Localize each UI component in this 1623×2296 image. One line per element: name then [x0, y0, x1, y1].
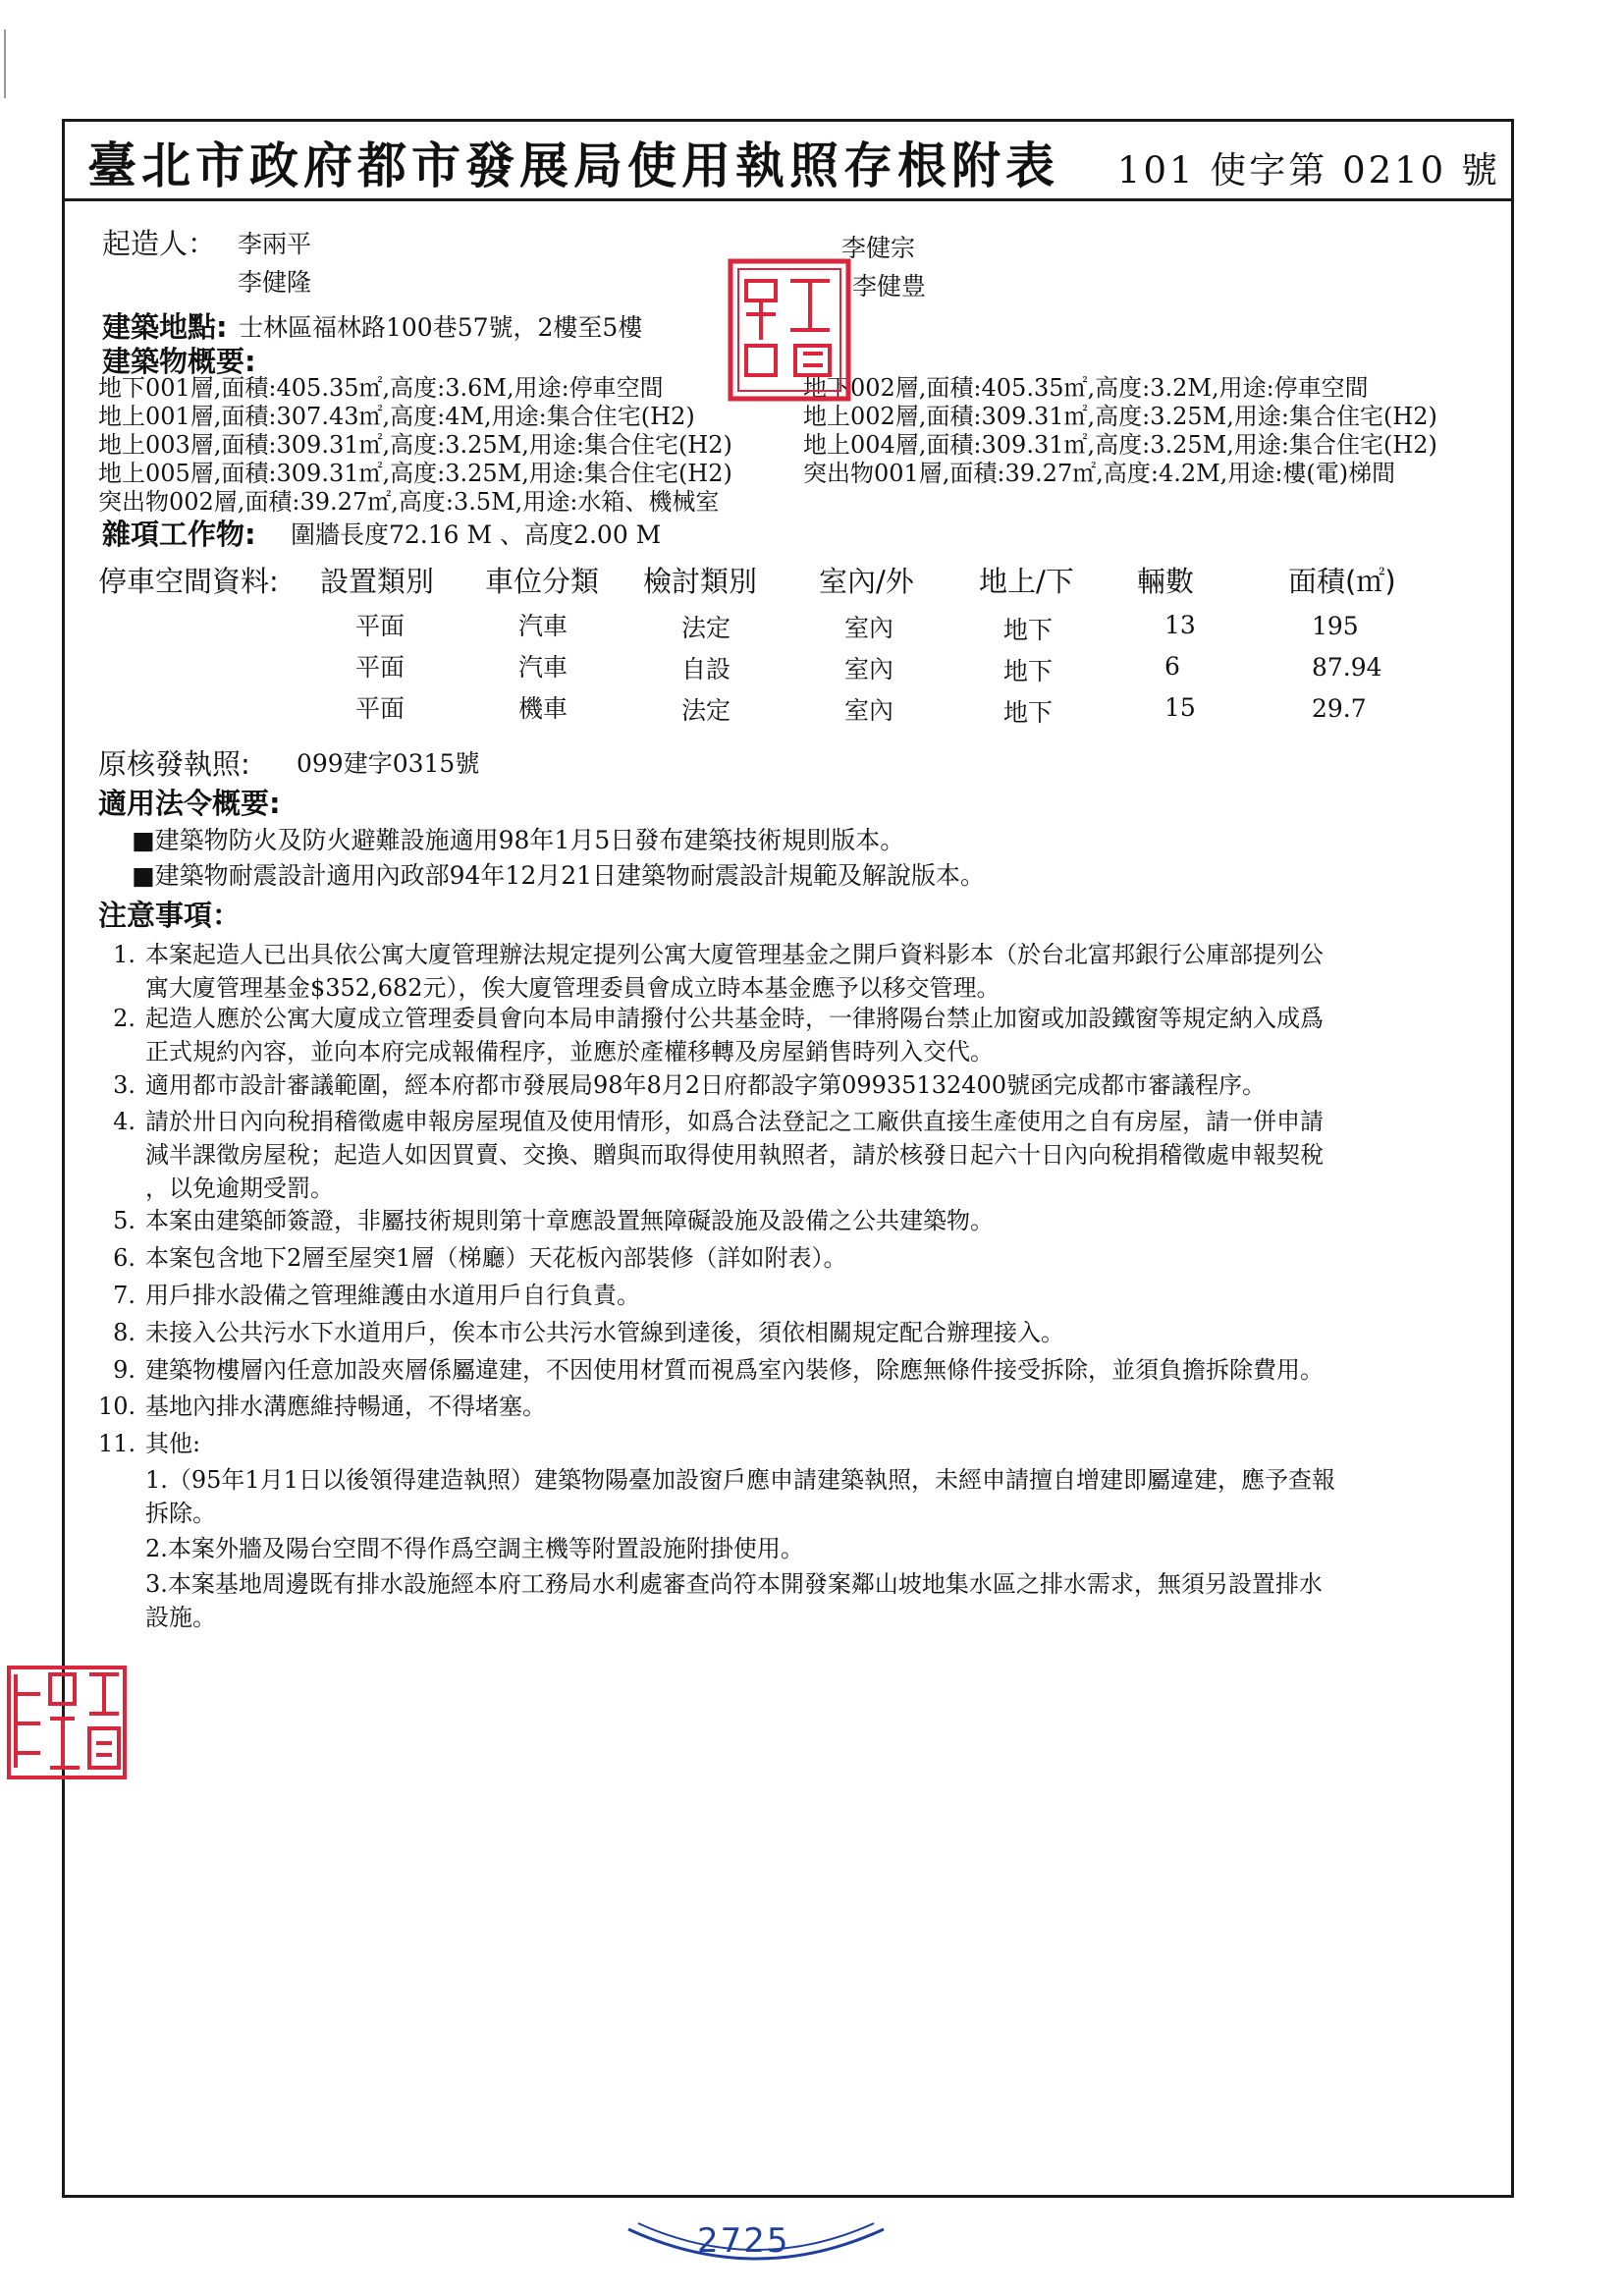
note-number: 10. — [98, 1393, 136, 1420]
floor-b2: 地下002層,面積:405.35㎡,高度:3.2M,用途:停車空間 — [803, 374, 1369, 402]
note-number: 5. — [113, 1207, 135, 1234]
note-number: 8. — [113, 1319, 135, 1346]
parking-cell: 法定 — [681, 696, 731, 725]
misc-works-label: 雜項工作物: — [102, 518, 256, 551]
floor-b1: 地下001層,面積:405.35㎡,高度:3.6M,用途:停車空間 — [98, 374, 664, 402]
floor-3f: 地上003層,面積:309.31㎡,高度:3.25M,用途:集合住宅(H2) — [98, 431, 732, 459]
serial-stamp-number: 2725 — [697, 2221, 790, 2261]
law-item-1: ■建築物防火及防火避難設施適用98年1月5日發布建築技術規則版本。 — [132, 826, 905, 854]
other-line: 3.本案基地周邊既有排水設施經本府工務局水利處審查尚符本開發案鄰山坡地集水區之排水需求，無須另設置排水 — [145, 1570, 1323, 1598]
parking-cell: 地下 — [1003, 698, 1054, 727]
note-item — [98, 1105, 1492, 1205]
official-seal-side — [6, 1665, 129, 1782]
floor-2f: 地上002層,面積:309.31㎡,高度:3.25M,用途:集合住宅(H2) — [803, 403, 1437, 430]
note-line: 基地內排水溝應維持暢通，不得堵塞。 — [145, 1393, 546, 1420]
original-license-label: 原核發執照: — [98, 747, 250, 781]
parking-cell: 汽車 — [518, 612, 568, 640]
original-license-value: 099建字0315號 — [297, 749, 480, 778]
parking-label: 停車空間資料: — [98, 565, 279, 598]
note-item — [98, 1353, 1512, 1387]
building-floors-right — [803, 374, 1437, 488]
note-item — [98, 1390, 1492, 1423]
note-line: ，以免逾期受罰。 — [145, 1175, 334, 1202]
parking-cell: 地下 — [1003, 616, 1054, 644]
floor-roof-2: 突出物002層,面積:39.27㎡,高度:3.5M,用途:水箱、機械室 — [98, 488, 720, 516]
note-item — [98, 1279, 1492, 1312]
other-line: 拆除。 — [145, 1500, 216, 1527]
other-line: 2.本案外牆及陽台空間不得作爲空調主機等附置設施附掛使用。 — [145, 1535, 804, 1562]
other-item — [145, 1567, 1323, 1634]
parking-cell: 87.94 — [1312, 653, 1382, 682]
parking-header-indoor: 室內/外 — [819, 565, 914, 598]
parking-cell: 地下 — [1003, 657, 1054, 685]
parking-cell: 室內 — [844, 696, 894, 725]
note-number: 9. — [113, 1356, 135, 1384]
note-line: 未接入公共污水下水道用戶，俟本市公共污水管線到達後，須依相關規定配合辦理接入。 — [145, 1319, 1064, 1346]
parking-cell: 平面 — [355, 612, 406, 640]
parking-cell: 29.7 — [1312, 694, 1367, 723]
other-item — [145, 1532, 804, 1565]
note-line: 正式規約內容，並向本府完成報備程序，並應於產權移轉及房屋銷售時列入交代。 — [145, 1038, 994, 1066]
note-line: 用戶排水設備之管理維護由水道用戶自行負責。 — [145, 1282, 640, 1309]
parking-cell: 15 — [1164, 693, 1196, 722]
note-line: 起造人應於公寓大廈成立管理委員會向本局申請撥付公共基金時，一律將陽台禁止加窗或加設鐵窗等規定納入成爲 — [145, 1005, 1324, 1032]
note-item — [98, 1002, 1492, 1068]
parking-header-count: 輛數 — [1137, 565, 1195, 598]
parking-cell: 機車 — [518, 694, 568, 723]
notes-label: 注意事項： — [98, 899, 242, 932]
misc-works-value: 圍牆長度72.16 M 、高度2.00 M — [291, 520, 662, 549]
parking-header-area: 面積(㎡) — [1288, 565, 1396, 598]
parking-header-review: 檢討類別 — [643, 565, 758, 598]
note-item — [98, 1068, 1492, 1102]
note-item — [98, 1427, 1492, 1460]
parking-cell: 平面 — [355, 653, 406, 682]
parking-cell: 室內 — [844, 614, 894, 642]
other-line: 1.（95年1月1日以後領得建造執照）建築物陽臺加設窗戶應申請建築執照，未經申請擅自增建即屬違建，應予查報 — [145, 1466, 1335, 1494]
other-item — [145, 1463, 1335, 1530]
parking-cell: 室內 — [844, 655, 894, 683]
site-address: 士林區福林路100巷57號，2樓至5樓 — [239, 313, 643, 342]
note-item — [98, 1241, 1492, 1275]
floor-roof-1: 突出物001層,面積:39.27㎡,高度:4.2M,用途:樓(電)梯間 — [803, 460, 1396, 487]
note-line: 本案由建築師簽證，非屬技術規則第十章應設置無障礙設施及設備之公共建築物。 — [145, 1207, 994, 1234]
note-number: 6. — [113, 1244, 135, 1272]
building-summary-label: 建築物概要: — [102, 345, 256, 378]
parking-cell: 13 — [1164, 611, 1196, 639]
parking-cell: 平面 — [355, 694, 406, 723]
building-floors-left — [98, 374, 732, 517]
parking-header-type: 設置類別 — [320, 565, 435, 598]
floor-5f: 地上005層,面積:309.31㎡,高度:3.25M,用途:集合住宅(H2) — [98, 460, 732, 487]
license-number: 101 使字第 0210 號 — [1116, 149, 1500, 191]
note-line: 本案起造人已出具依公寓大廈管理辦法規定提列公寓大廈管理基金之開戶資料影本（於台北富邦銀行公庫部提列公 — [145, 941, 1324, 968]
note-line: 其他: — [145, 1430, 201, 1457]
note-number: 2. — [113, 1005, 135, 1032]
parking-cell: 自設 — [681, 655, 731, 683]
note-number: 11. — [98, 1430, 136, 1457]
parking-cell: 法定 — [681, 614, 731, 642]
other-line: 設施。 — [145, 1604, 216, 1631]
note-number: 4. — [113, 1108, 135, 1135]
note-item — [98, 1316, 1492, 1349]
parking-header-vehicle: 車位分類 — [485, 565, 600, 598]
document-title: 臺北市政府都市發展局使用執照存根附表 — [87, 137, 1059, 194]
applicant-name-4: 李健豊 — [852, 272, 927, 301]
note-line: 適用都市設計審議範圍，經本府都市發展局98年8月2日府都設字第09935132400號函完成都市審議程序。 — [145, 1071, 1267, 1099]
applicant-label: 起造人： — [102, 227, 217, 260]
note-line: 寓大廈管理基金$352,682元），俟大廈管理委員會成立時本基金應予以移交管理。 — [145, 974, 1001, 1002]
floor-4f: 地上004層,面積:309.31㎡,高度:3.25M,用途:集合住宅(H2) — [803, 431, 1437, 459]
note-line: 本案包含地下2層至屋突1層（梯廳）天花板內部裝修（詳如附表）。 — [145, 1244, 847, 1272]
note-number: 1. — [113, 941, 135, 968]
scan-margin-mark — [4, 29, 6, 98]
applicant-name-3: 李健宗 — [841, 234, 916, 262]
applicant-name-2: 李健隆 — [238, 268, 312, 297]
law-item-2: ■建築物耐震設計適用內政部94年12月21日建築物耐震設計規範及解說版本。 — [132, 861, 986, 890]
official-seal-top — [727, 257, 854, 405]
note-line: 減半課徵房屋稅；起造人如因買賣、交換、贈與而取得使用執照者，請於核發日起六十日內向稅捐稽徵處申報契稅 — [145, 1141, 1324, 1169]
parking-cell: 195 — [1312, 612, 1359, 640]
note-line: 建築物樓層內任意加設夾層係屬違建，不因使用材質而視爲室內裝修，除應無條件接受拆除，並須負擔拆除費用。 — [145, 1356, 1324, 1384]
parking-cell: 6 — [1164, 652, 1180, 681]
parking-cell: 汽車 — [518, 653, 568, 682]
document-header — [62, 119, 1514, 201]
note-number: 7. — [113, 1282, 135, 1309]
parking-header-level: 地上/下 — [979, 565, 1074, 598]
note-line: 請於卅日內向稅捐稽徵處申報房屋現值及使用情形，如爲合法登記之工廠供直接生產使用之自有房屋，請一併申請 — [145, 1108, 1324, 1135]
note-item — [98, 1204, 1492, 1237]
note-number: 3. — [113, 1071, 135, 1099]
applicant-name-1: 李兩平 — [238, 230, 312, 258]
laws-label: 適用法令概要: — [98, 787, 281, 820]
site-label: 建築地點: — [102, 310, 228, 344]
floor-1f: 地上001層,面積:307.43㎡,高度:4M,用途:集合住宅(H2) — [98, 403, 695, 430]
note-item — [98, 938, 1492, 1005]
